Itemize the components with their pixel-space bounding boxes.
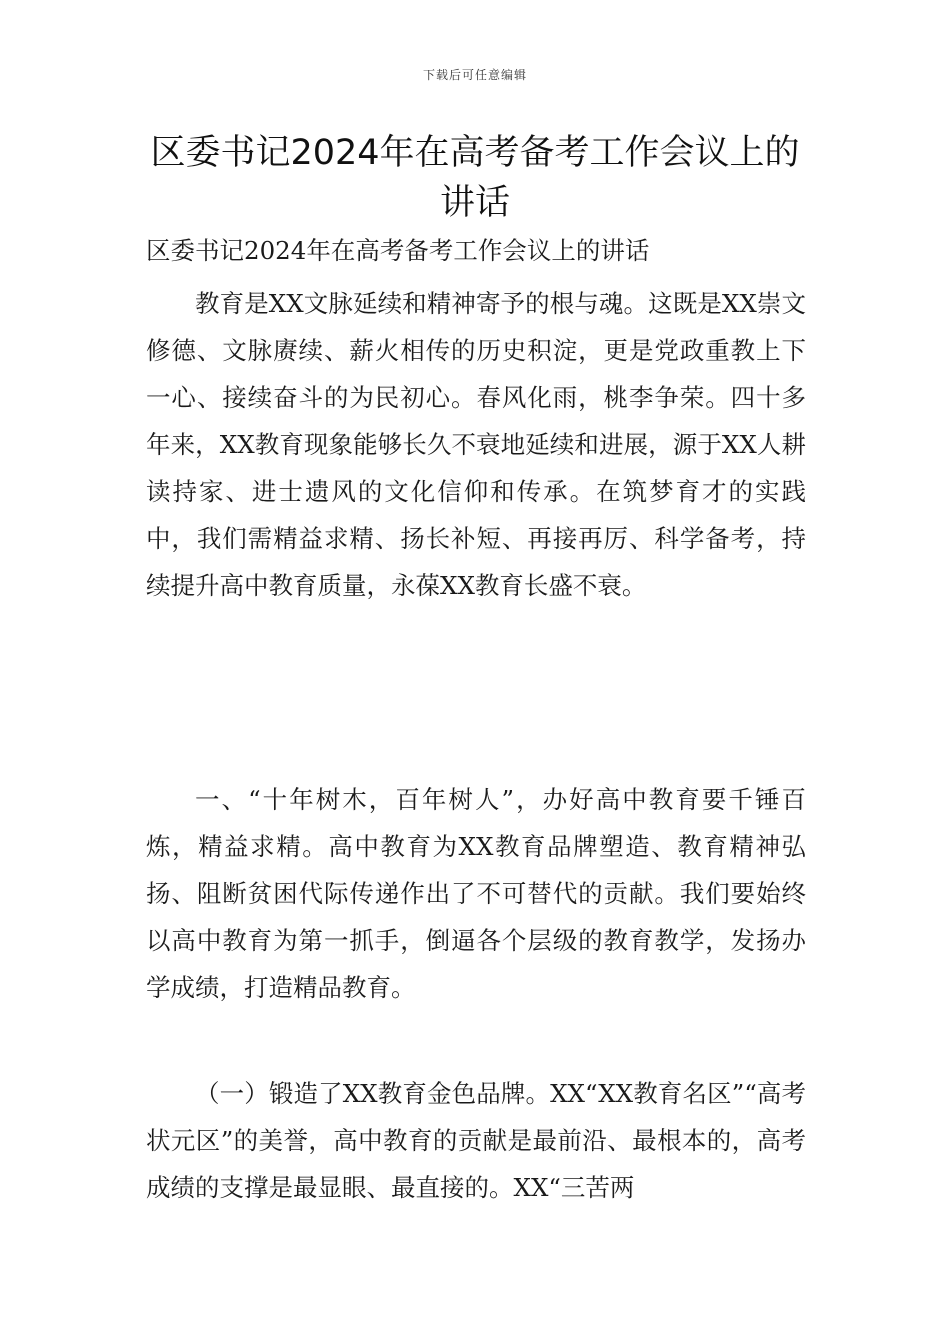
document-subtitle: 区委书记2024年在高考备考工作会议上的讲话 [146, 236, 650, 265]
paragraph-subsection-one: （一）锻造了XX教育金色品牌。XX“XX教育名区”“高考状元区”的美誉，高中教育的贡献是最前沿、最根本的，高考成绩的支撑是最显眼、最直接的。XX“三苦两 [146, 1079, 806, 1202]
paragraph-intro: 教育是XX文脉延续和精神寄予的根与魂。这既是XX崇文修德、文脉赓续、薪火相传的历史积淀，更是党政重教上下一心、接续奋斗的为民初心。春风化雨，桃李争荣。四十多年来，XX教育现象能够长久不衰地延续和进展，源于XX人耕读持家、进士遗风的文化信仰和传承。在筑梦育才的实践中，我们需精益求精、扬长补短、再接再厉、科学备考，持续提升高中教育质量，永葆XX教育长盛不衰。 [146, 289, 806, 600]
document-title: 区委书记2024年在高考备考工作会议上的讲话 [150, 133, 800, 223]
paragraph-section-one: 一、“十年树木，百年树人”，办好高中教育要千锤百炼，精益求精。高中教育为XX教育品牌塑造、教育精神弘扬、阻断贫困代际传递作出了不可替代的贡献。我们要始终以高中教育为第一抓手，倒逼各个层级的教育教学，发扬办学成绩，打造精品教育。 [146, 785, 806, 1002]
header-note: 下载后可任意编辑 [422, 68, 527, 82]
